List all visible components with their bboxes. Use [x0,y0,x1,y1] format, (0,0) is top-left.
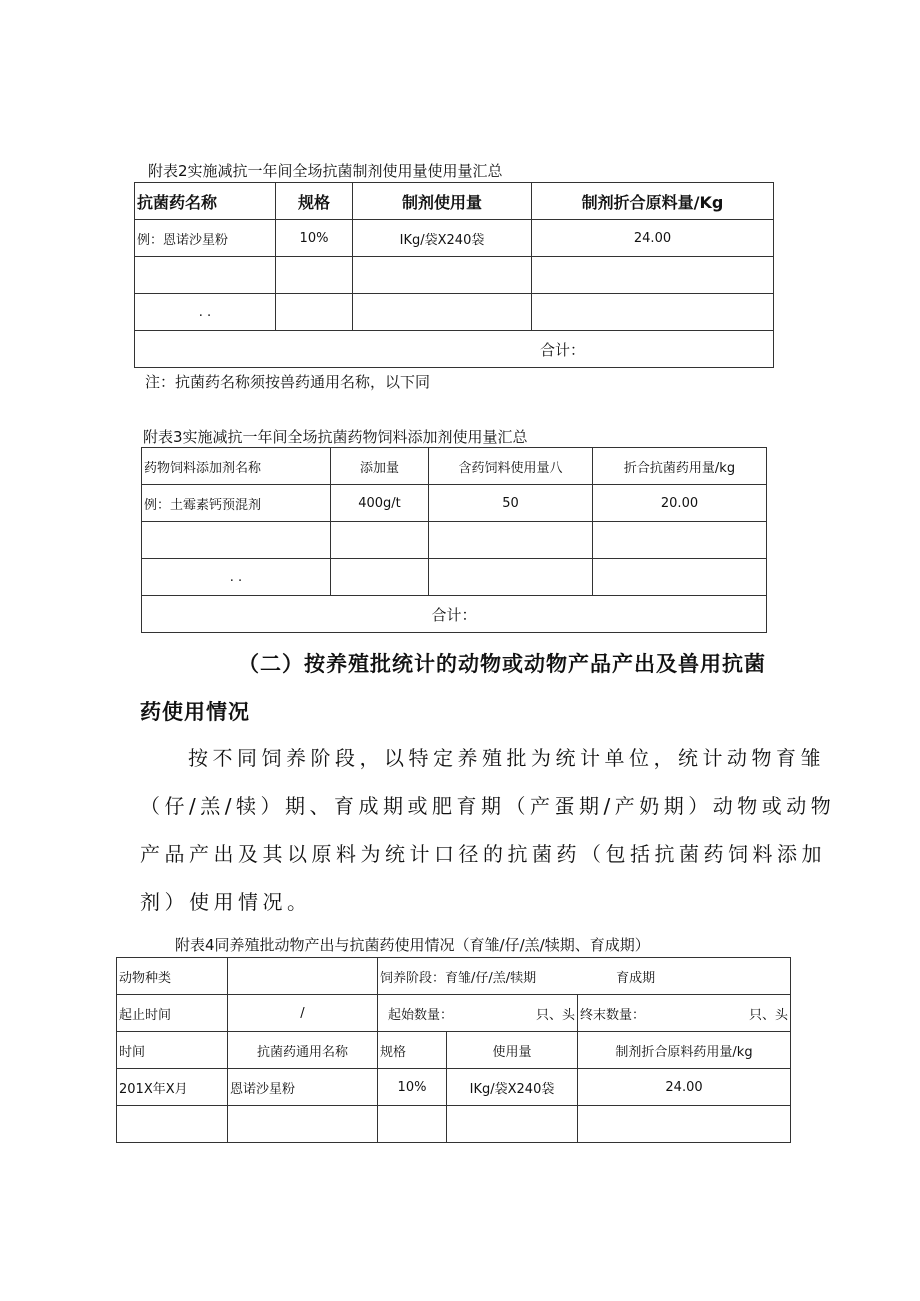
table-cell [378,1106,447,1143]
table-row [135,220,774,257]
period-value: / [228,995,378,1032]
header-cell: 规格 [276,183,353,220]
table-row [135,294,774,331]
header-cell: 抗菌药通用名称 [228,1032,378,1069]
header-cell: 折合抗菌药用量/kg [593,448,767,485]
header-cell: 含药饲料使用量八 [429,448,593,485]
table-row [142,559,767,596]
header-cell: 制剂折合原料药用量/kg [578,1032,791,1069]
table-cell [593,559,767,596]
table-cell: . . [135,294,276,331]
header-cell: 制剂使用量 [353,183,532,220]
table-header-row [142,448,767,485]
header-cell: 抗菌药名称 [135,183,276,220]
table-cell [331,522,429,559]
header-cell: 药物饲料添加剂名称 [142,448,331,485]
period-label: 起止时间 [117,995,228,1032]
paragraph-line: 剂）使用情况。 [140,890,312,914]
total-label: 合计： [142,596,767,633]
table-cell [429,559,593,596]
paragraph-line: （仔/羔/犊）期、育成期或肥育期（产蛋期/产奶期）动物或动物 [140,794,836,818]
header-cell: 时间 [117,1032,228,1069]
paragraph-line: 产品产出及其以原料为统计口径的抗菌药（包括抗菌药饲料添加 [140,842,826,866]
paragraph-line: 按不同饲养阶段，以特定养殖批为统计单位，统计动物育雏 [188,746,825,770]
table2-title: 附表2实施减抗一年间全场抗菌制剂使用量使用量汇总 [148,162,503,180]
table-row [117,995,791,1032]
table-row [142,522,767,559]
table-cell [353,257,532,294]
table-cell [276,294,353,331]
table-cell: 例：土霉素钙预混剂 [142,485,331,522]
table-cell: 50 [429,485,593,522]
table-cell: . . [142,559,331,596]
stage-value: 育成期 [616,970,656,986]
start-count-cell [378,995,578,1032]
table-cell: IKg/袋X240袋 [353,220,532,257]
batch-output-table [116,957,791,1143]
header-cell: 制剂折合原料量/Kg [532,183,774,220]
table-cell [429,522,593,559]
table-row [117,1069,791,1106]
table-cell [135,257,276,294]
table-cell: 20.00 [593,485,767,522]
table-header-row [135,183,774,220]
table2-note: 注：抗菌药名称须按兽药通用名称，以下同 [145,373,431,391]
table-cell: 400g/t [331,485,429,522]
section-heading: （二）按养殖批统计的动物或动物产品产出及兽用抗菌 [238,652,766,676]
header-cell: 使用量 [447,1032,578,1069]
table-cell [532,294,774,331]
antibacterial-preparation-table [134,182,774,368]
total-label: 合计： [135,331,774,368]
end-unit: 只、头 [749,1007,789,1023]
table-cell [447,1106,578,1143]
table-cell [353,294,532,331]
header-cell: 规格 [378,1032,447,1069]
table-row [117,1106,791,1143]
header-cell: 添加量 [331,448,429,485]
table3-title: 附表3实施减抗一年间全场抗菌药物饲料添加剂使用量汇总 [143,428,528,446]
animal-label: 动物种类 [117,958,228,995]
table-cell [142,522,331,559]
table-cell: 例：恩诺沙星粉 [135,220,276,257]
table-cell [331,559,429,596]
end-count-cell [578,995,791,1032]
table-cell [532,257,774,294]
start-unit: 只、头 [535,1007,575,1023]
table-cell [578,1106,791,1143]
table-cell: IKg/袋X240袋 [447,1069,578,1106]
total-row [135,331,774,368]
table-header-row [117,1032,791,1069]
table-cell [276,257,353,294]
table-row [135,257,774,294]
stage-cell [378,958,791,995]
table-cell [117,1106,228,1143]
table-cell: 201X年X月 [117,1069,228,1106]
feed-additive-table [141,447,767,633]
stage-label: 饲养阶段：育雏/仔/羔/犊期 [380,970,537,986]
table-cell: 24.00 [532,220,774,257]
section-heading-cont: 药使用情况 [140,700,250,724]
table-cell: 10% [276,220,353,257]
start-label: 起始数量： [388,1007,454,1023]
table-cell: 10% [378,1069,447,1106]
table4-title: 附表4同养殖批动物产出与抗菌药使用情况（育雏/仔/羔/犊期、育成期） [175,936,650,954]
end-label: 终末数量： [580,1007,646,1023]
total-row [142,596,767,633]
table-cell: 恩诺沙星粉 [228,1069,378,1106]
animal-value [228,958,378,995]
table-cell [593,522,767,559]
table-cell: 24.00 [578,1069,791,1106]
table-row [117,958,791,995]
table-cell [228,1106,378,1143]
table-row [142,485,767,522]
